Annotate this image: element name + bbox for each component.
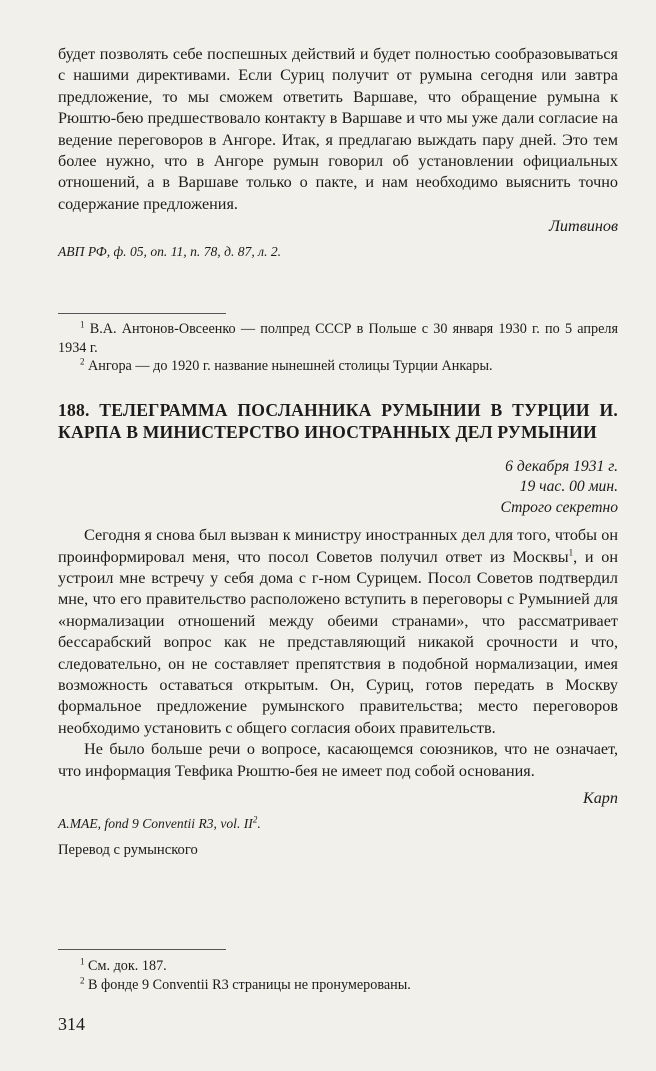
footnotes-block-1 bbox=[58, 313, 618, 376]
top-block bbox=[58, 44, 618, 261]
page-number: 314 bbox=[58, 1014, 85, 1034]
footnote-2-1: $^1$ См. док. 187. bbox=[80, 956, 167, 974]
footnote-1-2: $^2$ Ангора — до 1920 г. название нынешней столицы Турции Анкары. bbox=[80, 356, 493, 375]
signature-karp: Карп bbox=[582, 789, 618, 808]
document-188 bbox=[58, 400, 618, 859]
footnote-rule-1 bbox=[58, 313, 226, 314]
document-time: 19 час. 00 мин. bbox=[519, 478, 618, 496]
footnotes-block-2 bbox=[58, 949, 618, 994]
document-paragraph-1: Сегодня я снова был вызван к министру иностранных дел для того, чтобы он проинформировал меня, что посол Советов получил ответ из Москвы$^1$, и он устроил мне встречу у себя дома с г-ном Сурицем. Посол Советов подтвердил мне, что его правительство расположено вступить в переговоры с Румынией для «нормализации отношений между обеими странами», что рассматривает бессарабский вопрос как не представляющий никакой срочности и что, следовательно, он не составляет препятствия в подобной нормализации, имея возможность оставаться открытым. Он, Суриц, готов передать в Москву формальное предложение румынского правительства; место переговоров необходимо установить с общего согласия обоих правительств. bbox=[58, 526, 619, 737]
document-paragraph-2: Не было больше речи о вопросе, касающемся союзников, что не означает, что информация Тевфика Рюштю-бея не имеет под собой основания. bbox=[58, 740, 618, 780]
signature-litvinov: Литвинов bbox=[548, 217, 618, 236]
classification-label: Строго секретно bbox=[500, 498, 618, 516]
continued-paragraph: будет позволять себе поспешных действий и будет полностью сообразовываться с нашими директивами. Если Суриц получит от румына сегодня или завтра предложение, то мы сможем ответить Варшаве, что обращение румына к Рюштю-бею предшествовало контакту в Варшаве и что мы уже дали согласие на ведение переговоров в Ангоре. Итак, я предлагаю выждать пару дней. Это тем более нужно, что в Ангоре румын говорил об установлении официальных отношений, а в Варшаве только о пакте, и нам необходимо выяснить точно содержание предложения. bbox=[58, 45, 618, 213]
translation-note: Перевод с румынского bbox=[58, 842, 198, 859]
footnote-1-1: $^1$ В.А. Антонов-Овсеенко — полпред СССР в Польше с 30 января 1930 г. по 5 апреля 1934 г. bbox=[58, 319, 618, 356]
footnote-2-2: $^2$ В фонде 9 Conventii R3 страницы не пронумерованы. bbox=[80, 974, 411, 993]
footnote-rule-2 bbox=[58, 949, 226, 950]
archive-source-1: АВП РФ, ф. 05, оп. 11, п. 78, д. 87, л. 2. bbox=[58, 244, 282, 260]
archive-source-2: A.MAE, fond 9 Conventii R3, vol. $II^2$. bbox=[58, 814, 261, 832]
document-heading: 188. ТЕЛЕГРАММА ПОСЛАННИКА РУМЫНИИ В ТУРЦИИ И. КАРПА В МИНИСТЕРСТВО ИНОСТРАННЫХ ДЕЛ РУМЫНИИ bbox=[58, 400, 618, 442]
document-date: 6 декабря 1931 г. bbox=[505, 458, 618, 475]
